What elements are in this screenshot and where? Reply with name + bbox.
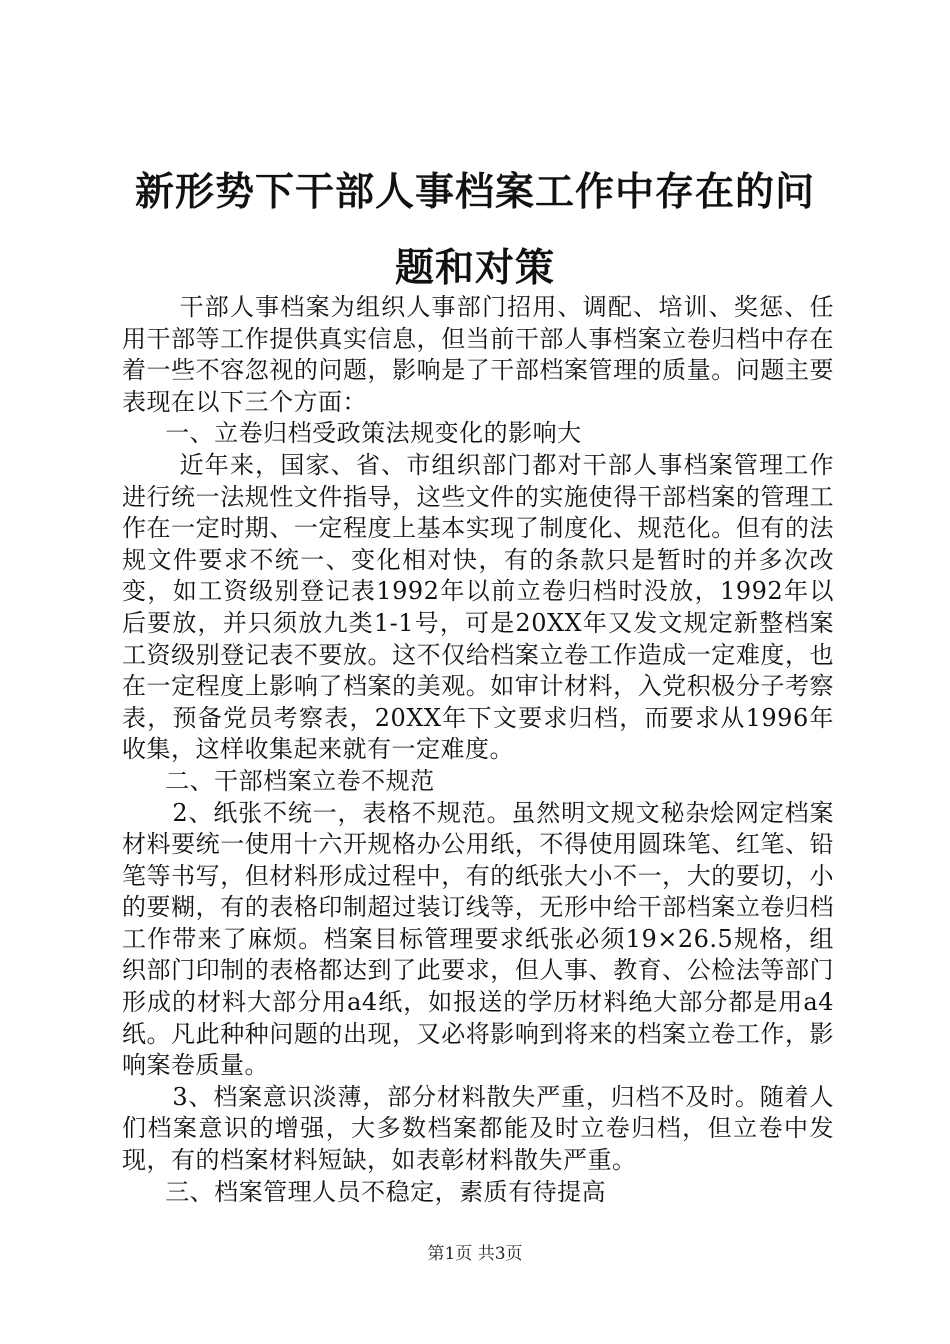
document-title: 新形势下干部人事档案工作中存在的问题和对策 [134, 169, 815, 291]
page-footer: 第1页 共3页 [427, 1244, 523, 1264]
section-heading-2: 二、干部档案立卷不规范 [165, 766, 435, 795]
point-3-paragraph: 3、档案意识淡薄，部分材料散失严重，归档不及时。随着人们档案意识的增强，大多数档案都能及时立卷归档，但立卷中发现，有的档案材料短缺，如表彰材料散失严重。 [122, 1082, 834, 1175]
point-2-paragraph: 2、纸张不统一，表格不规范。虽然明文规文秘杂烩网定档案材料要统一使用十六开规格办公用纸，不得使用圆珠笔、红笔、铅笔等书写，但材料形成过程中，有的纸张大小不一，大的要切，小的要糊，有的表格印制超过装订线等，无形中给干部档案立卷归档工作带来了麻烦。档案目标管理要求纸张必须19×26.5规格，组织部门印制的表格都达到了此要求，但人事、教育、公检法等部门形成的材料大部分用a4纸，如报送的学历材料绝大部分都是用a4纸。凡此种种问题的出现，又必将影响到将来的档案立卷工作，影响案卷质量。 [122, 798, 834, 1080]
section-1-paragraph: 近年来，国家、省、市组织部门都对干部人事档案管理工作进行统一法规性文件指导，这些文件的实施使得干部档案的管理工作在一定时期、一定程度上基本实现了制度化、规范化。但有的法规文件要求不统一、变化相对快，有的条款只是暂时的并多次改变，如工资级别登记表1992年以前立卷归档时没放，1992年以后要放，并只须放九类1-1号，可是20XX年又发文规定新整档案工资级别登记表不要放。这不仅给档案立卷工作造成一定难度，也在一定程度上影响了档案的美观。如审计材料，入党积极分子考察表，预备党员考察表，20XX年下文要求归档，而要求从1996年收集，这样收集起来就有一定难度。 [122, 450, 834, 764]
intro-paragraph: 干部人事档案为组织人事部门招用、调配、培训、奖惩、任用干部等工作提供真实信息，但当前干部人事档案立卷归档中存在着一些不容忽视的问题，影响是了干部档案管理的质量。问题主要表现在以下三个方面： [122, 293, 834, 416]
section-heading-1: 一、立卷归档受政策法规变化的影响大 [165, 419, 582, 448]
document-body [122, 292, 834, 1208]
section-heading-3: 三、档案管理人员不稳定，素质有待提高 [165, 1177, 607, 1206]
